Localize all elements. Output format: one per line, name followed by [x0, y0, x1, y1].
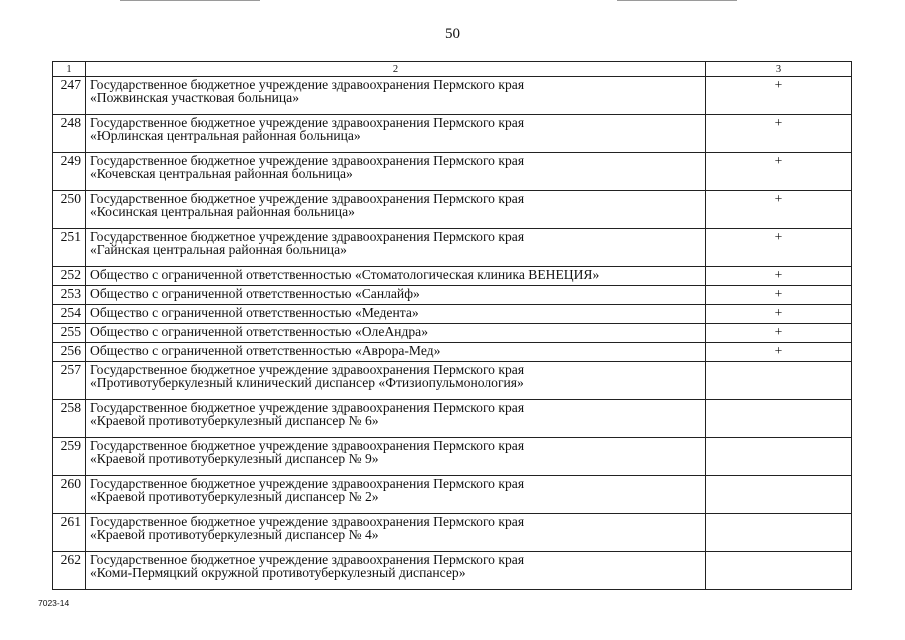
organization-name-line: Общество с ограниченной ответственностью «Аврора-Мед» [90, 343, 441, 358]
table-row [53, 229, 852, 267]
organization-name-line: Государственное бюджетное учреждение здравоохранения Пермского края [90, 400, 525, 415]
organization-name-cell [86, 514, 706, 552]
organization-name-cell [86, 343, 706, 362]
participation-mark [706, 400, 852, 438]
participation-mark [706, 514, 852, 552]
organization-name-line: Государственное бюджетное учреждение здравоохранения Пермского края [90, 514, 525, 529]
registry-table [52, 61, 852, 590]
organization-name-line: «Юрлинская центральная районная больница» [90, 128, 361, 143]
row-number: 253 [53, 286, 86, 305]
row-number: 249 [53, 153, 86, 191]
row-number: 261 [53, 514, 86, 552]
organization-name-line: Общество с ограниченной ответственностью «Санлайф» [90, 286, 420, 301]
row-number: 250 [53, 191, 86, 229]
organization-name-cell [86, 362, 706, 400]
table-row [53, 476, 852, 514]
table-row [53, 77, 852, 115]
row-number: 256 [53, 343, 86, 362]
row-number: 258 [53, 400, 86, 438]
row-number: 251 [53, 229, 86, 267]
participation-mark: + [706, 267, 852, 286]
participation-mark [706, 362, 852, 400]
organization-name-line: «Косинская центральная районная больница» [90, 204, 355, 219]
table-row [53, 400, 852, 438]
table-row [53, 324, 852, 343]
participation-mark: + [706, 77, 852, 115]
organization-name-line: «Коми-Пермяцкий окружной противотуберкулезный диспансер» [90, 565, 466, 580]
participation-mark: + [706, 343, 852, 362]
organization-name-line: Государственное бюджетное учреждение здравоохранения Пермского края [90, 191, 525, 206]
organization-name-line: Государственное бюджетное учреждение здравоохранения Пермского края [90, 115, 525, 130]
organization-name-line: Государственное бюджетное учреждение здравоохранения Пермского края [90, 362, 525, 377]
row-number: 247 [53, 77, 86, 115]
table-row [53, 343, 852, 362]
table-body [53, 77, 852, 590]
organization-name-line: Государственное бюджетное учреждение здравоохранения Пермского края [90, 153, 525, 168]
participation-mark [706, 438, 852, 476]
row-number: 257 [53, 362, 86, 400]
organization-name-cell [86, 229, 706, 267]
participation-mark: + [706, 153, 852, 191]
organization-name-line: Общество с ограниченной ответственностью «Стоматологическая клиника ВЕНЕЦИЯ» [90, 267, 600, 282]
table-row [53, 286, 852, 305]
scan-edge-line-right [617, 0, 737, 1]
organization-name-cell [86, 552, 706, 590]
table-header [53, 62, 852, 77]
table-row [53, 153, 852, 191]
organization-name-cell [86, 286, 706, 305]
organization-name-line: Государственное бюджетное учреждение здравоохранения Пермского края [90, 438, 525, 453]
header-cell-name: 2 [86, 62, 706, 77]
table-row [53, 514, 852, 552]
organization-name-cell [86, 438, 706, 476]
table-row [53, 115, 852, 153]
participation-mark: + [706, 305, 852, 324]
scan-edge-line-left [120, 0, 260, 1]
participation-mark: + [706, 229, 852, 267]
page-number: 50 [445, 26, 460, 42]
organization-name-line: «Кочевская центральная районная больница» [90, 166, 353, 181]
organization-name-line: «Краевой противотуберкулезный диспансер № 2» [90, 489, 379, 504]
organization-name-cell [86, 400, 706, 438]
organization-name-line: Государственное бюджетное учреждение здравоохранения Пермского края [90, 476, 525, 491]
organization-name-cell [86, 305, 706, 324]
organization-name-cell [86, 267, 706, 286]
footer-print-code: 7023-14 [38, 598, 70, 608]
organization-name-line: «Гайнская центральная районная больница» [90, 242, 347, 257]
organization-name-line: «Пожвинская участковая больница» [90, 90, 299, 105]
table-row [53, 191, 852, 229]
header-cell-number: 1 [53, 62, 86, 77]
row-number: 262 [53, 552, 86, 590]
organization-name-line: «Краевой противотуберкулезный диспансер № 4» [90, 527, 379, 542]
participation-mark [706, 476, 852, 514]
participation-mark: + [706, 191, 852, 229]
organization-name-line: «Краевой противотуберкулезный диспансер № 9» [90, 451, 379, 466]
table-row [53, 305, 852, 324]
organization-name-cell [86, 191, 706, 229]
organization-name-line: «Противотуберкулезный клинический диспансер «Фтизиопульмонология» [90, 375, 524, 390]
participation-mark: + [706, 286, 852, 305]
header-row [53, 62, 852, 77]
organization-name-line: Общество с ограниченной ответственностью «ОлеАндра» [90, 324, 429, 339]
row-number: 255 [53, 324, 86, 343]
organization-name-line: Общество с ограниченной ответственностью «Медента» [90, 305, 419, 320]
header-cell-mark: 3 [706, 62, 852, 77]
table-row [53, 438, 852, 476]
table-row [53, 552, 852, 590]
organization-name-cell [86, 324, 706, 343]
row-number: 252 [53, 267, 86, 286]
participation-mark: + [706, 115, 852, 153]
row-number: 248 [53, 115, 86, 153]
row-number: 254 [53, 305, 86, 324]
participation-mark: + [706, 324, 852, 343]
organization-name-cell [86, 153, 706, 191]
organization-name-line: Государственное бюджетное учреждение здравоохранения Пермского края [90, 77, 525, 92]
organization-name-line: «Краевой противотуберкулезный диспансер № 6» [90, 413, 379, 428]
row-number: 259 [53, 438, 86, 476]
row-number: 260 [53, 476, 86, 514]
organization-name-cell [86, 77, 706, 115]
participation-mark [706, 552, 852, 590]
organization-name-line: Государственное бюджетное учреждение здравоохранения Пермского края [90, 552, 525, 567]
organization-name-line: Государственное бюджетное учреждение здравоохранения Пермского края [90, 229, 525, 244]
organization-name-cell [86, 476, 706, 514]
table-row [53, 267, 852, 286]
table-row [53, 362, 852, 400]
organization-name-cell [86, 115, 706, 153]
